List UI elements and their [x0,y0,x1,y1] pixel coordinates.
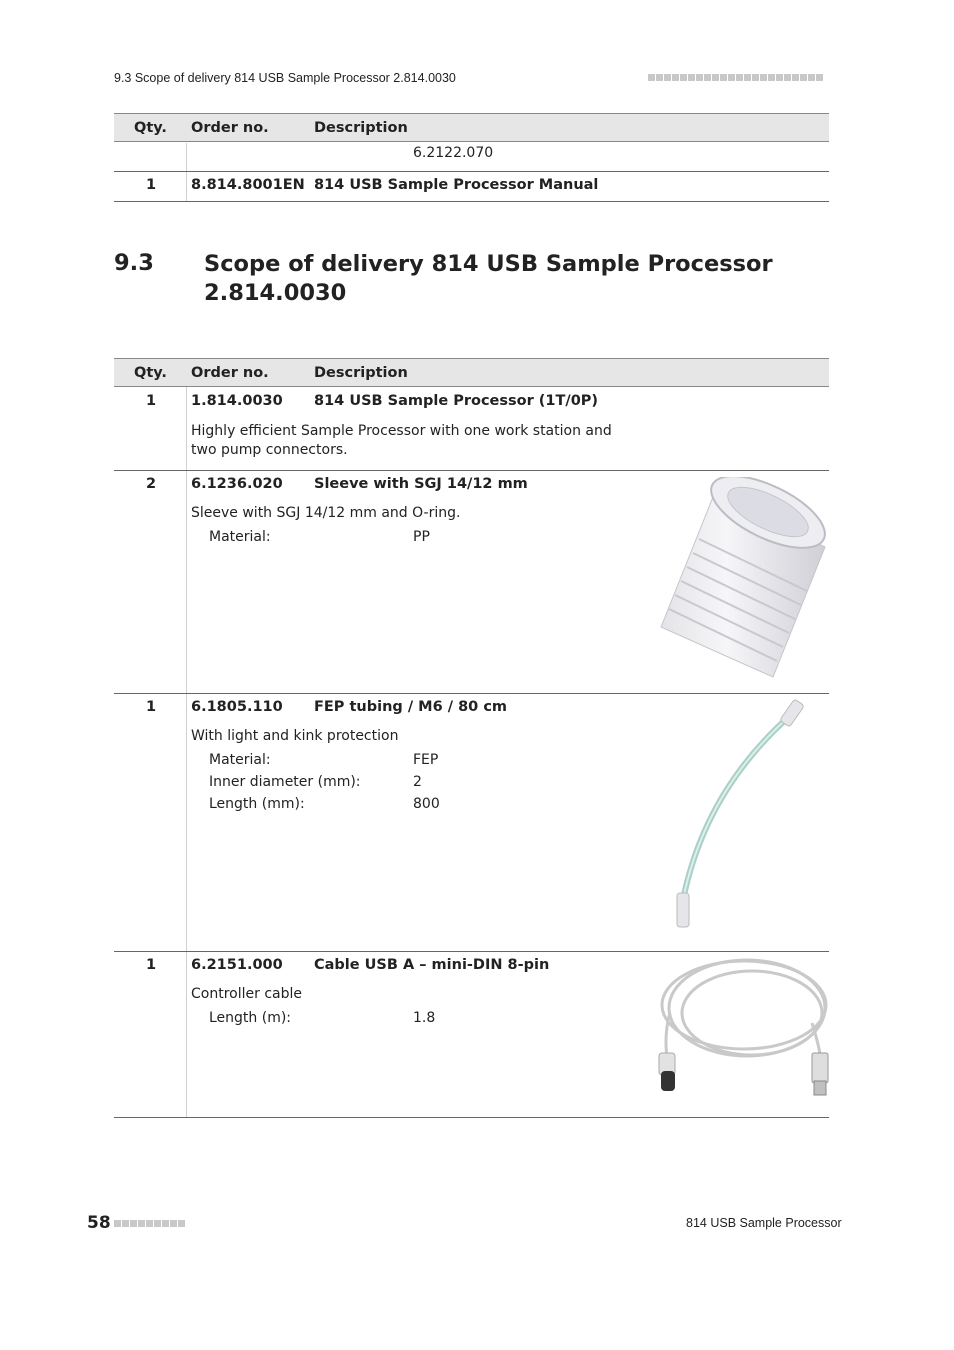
item-name: FEP tubing / M6 / 80 cm [314,699,508,715]
item-qty: 2 [146,476,157,492]
item-name: 814 USB Sample Processor (1T/0P) [314,393,599,409]
order-header: Order no. [191,365,269,381]
prop-label: Material: [209,529,271,545]
item-description: With light and kink protection [191,728,399,744]
footer-title: 814 USB Sample Processor [686,1216,842,1230]
item-order: 1.814.0030 [191,393,283,409]
prop-label: Length (mm): [209,796,305,812]
carry-over-value: 6.2122.070 [413,145,494,161]
footer-decoration [114,1220,185,1227]
prop-label: Length (m): [209,1010,292,1026]
running-header: 9.3 Scope of delivery 814 USB Sample Processor 2.814.0030 [114,71,456,85]
description-header: Description [314,365,408,381]
order-header: Order no. [191,120,269,136]
row-description: 814 USB Sample Processor Manual [314,177,599,193]
item-qty: 1 [146,393,157,409]
header-decoration [648,74,823,81]
sleeve-image [655,477,830,679]
prop-value: PP [413,529,430,545]
item-name: Cable USB A – mini-DIN 8-pin [314,957,550,973]
item-description: Sleeve with SGJ 14/12 mm and O-ring. [191,505,461,521]
prop-value: 2 [413,774,422,790]
description-header: Description [314,120,408,136]
row-order: 8.814.8001EN [191,177,305,193]
qty-header: Qty. [134,365,167,381]
item-description: Highly efficient Sample Processor with one work station and two pump connectors. [191,423,612,458]
item-qty: 1 [146,957,157,973]
prop-label: Inner diameter (mm): [209,774,361,790]
row-qty: 1 [146,177,157,193]
top-table-header [114,113,829,142]
section-number: 9.3 [114,250,154,276]
item-name: Sleeve with SGJ 14/12 mm [314,476,528,492]
prop-value: 800 [413,796,440,812]
qty-header: Qty. [134,120,167,136]
usb-cable-image [652,953,830,1101]
tubing-image [665,695,815,935]
item-order: 6.1805.110 [191,699,283,715]
prop-value: 1.8 [413,1010,436,1026]
item-description: Controller cable [191,986,302,1002]
section-title: Scope of delivery 814 USB Sample Processor 2.814.0030 [204,251,773,306]
item-order: 6.1236.020 [191,476,283,492]
item-order: 6.2151.000 [191,957,283,973]
delivery-table-header [114,358,829,387]
page-number: 58 [87,1213,111,1233]
prop-value: FEP [413,752,439,768]
prop-label: Material: [209,752,271,768]
item-qty: 1 [146,699,157,715]
